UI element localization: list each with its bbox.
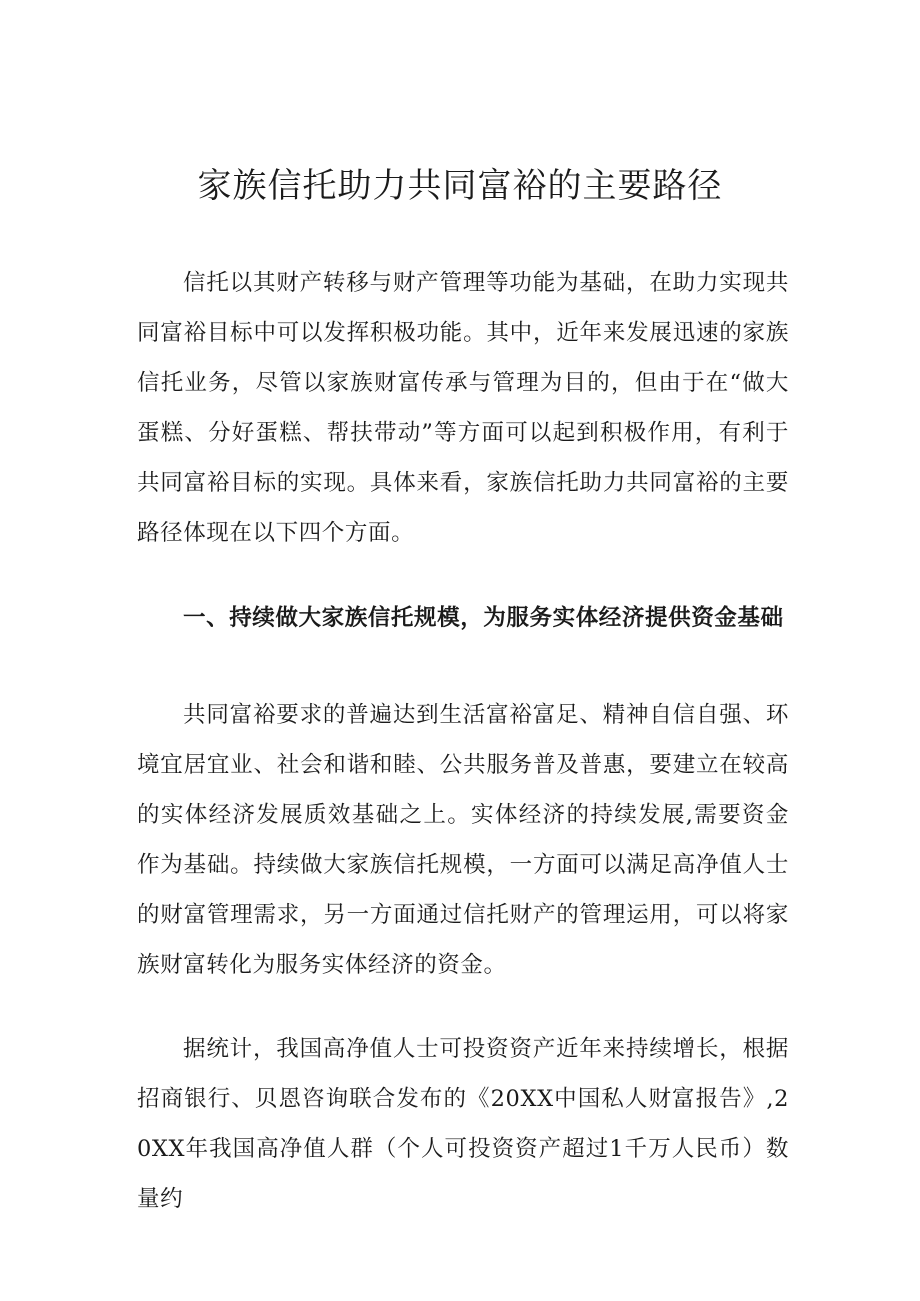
section-heading-1: 一、持续做大家族信托规模，为服务实体经济提供资金基础 bbox=[183, 605, 784, 631]
paragraph-intro: 信托以其财产转移与财产管理等功能为基础，在助力实现共同富裕目标中可以发挥积极功能。其中，近年来发展迅速的家族信托业务，尽管以家族财富传承与管理为目的，但由于在“做大蛋糕、分好蛋糕、帮扶带动”等方面可以起到积极作用，有利于共同富裕目标的实现。具体来看，家族信托助力共同富裕的主要路径体现在以下四个方面。 bbox=[137, 270, 789, 546]
paragraph-section-1: 共同富裕要求的普遍达到生活富裕富足、精神自信自强、环境宜居宜业、社会和谐和睦、公共服务普及普惠，要建立在较高的实体经济发展质效基础之上。实体经济的持续发展,需要资金作为基础。持续做大家族信托规模，一方面可以满足高净值人士的财富管理需求，另一方面通过信托财产的管理运用，可以将家族财富转化为服务实体经济的资金。 bbox=[137, 702, 789, 978]
document-title: 家族信托助力共同富裕的主要路径 bbox=[197, 166, 723, 206]
paragraph-statistics: 据统计，我国高净值人士可投资资产近年来持续增长，根据招商银行、贝恩咨询联合发布的《20XX中国私人财富报告》,20XX年我国高净值人群（个人可投资资产超过1千万人民币）数量约 bbox=[137, 1036, 789, 1212]
